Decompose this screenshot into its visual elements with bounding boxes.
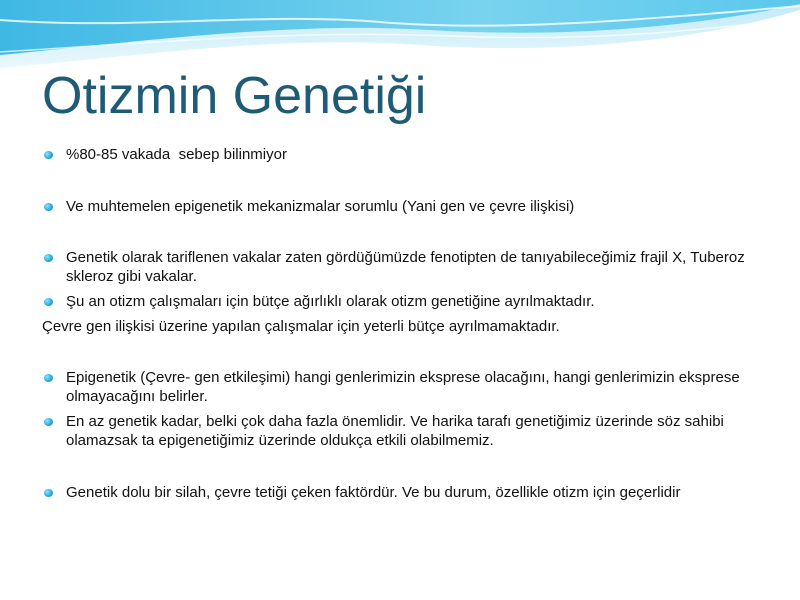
- bullet-icon: [44, 374, 53, 382]
- slide-title: Otizmin Genetiği: [42, 67, 427, 125]
- bullet-list: [40, 145, 770, 502]
- list-item: [40, 197, 770, 216]
- list-item: [40, 317, 770, 336]
- list-item: [40, 145, 770, 164]
- list-item-text: Şu an otizm çalışmaları için bütçe ağırlıklı olarak otizm genetiğine ayrılmaktadır.: [66, 293, 595, 310]
- list-item-text: Çevre gen ilişkisi üzerine yapılan çalışmalar için yeterli bütçe ayrılmamaktadır.: [42, 318, 560, 335]
- list-item-text: Ve muhtemelen epigenetik mekanizmalar sorumlu (Yani gen ve çevre ilişkisi): [66, 198, 575, 215]
- bullet-icon: [44, 203, 53, 211]
- list-item-text: Genetik olarak tariflenen vakalar zaten gördüğümüzde fenotipten de tanıyabileceğimiz frajil X, Tuberoz skleroz gibi vakalar.: [66, 249, 749, 285]
- list-item: [40, 483, 770, 502]
- list-item-text: Genetik dolu bir silah, çevre tetiği çeken faktördür. Ve bu durum, özellikle otizm için geçerlidir: [66, 484, 681, 501]
- bullet-icon: [44, 489, 53, 497]
- list-item: [40, 248, 770, 286]
- list-item-text: %80-85 vakada sebep bilinmiyor: [66, 146, 287, 163]
- list-item: [40, 368, 770, 406]
- list-item-text: Epigenetik (Çevre- gen etkileşimi) hangi genlerimizin eksprese olacağını, hangi genlerimizin eksprese olmayacağını belirler.: [66, 369, 744, 405]
- bullet-icon: [44, 418, 53, 426]
- bullet-icon: [44, 151, 53, 159]
- bullet-icon: [44, 254, 53, 262]
- bullet-icon: [44, 298, 53, 306]
- list-item: [40, 412, 770, 450]
- list-item-text: En az genetik kadar, belki çok daha fazla önemlidir. Ve harika tarafı genetiğimiz üzerinde söz sahibi olamazsak ta epigenetiğimiz üzerinde oldukça etkili olabilmemiz.: [66, 413, 729, 449]
- list-item: [40, 292, 770, 311]
